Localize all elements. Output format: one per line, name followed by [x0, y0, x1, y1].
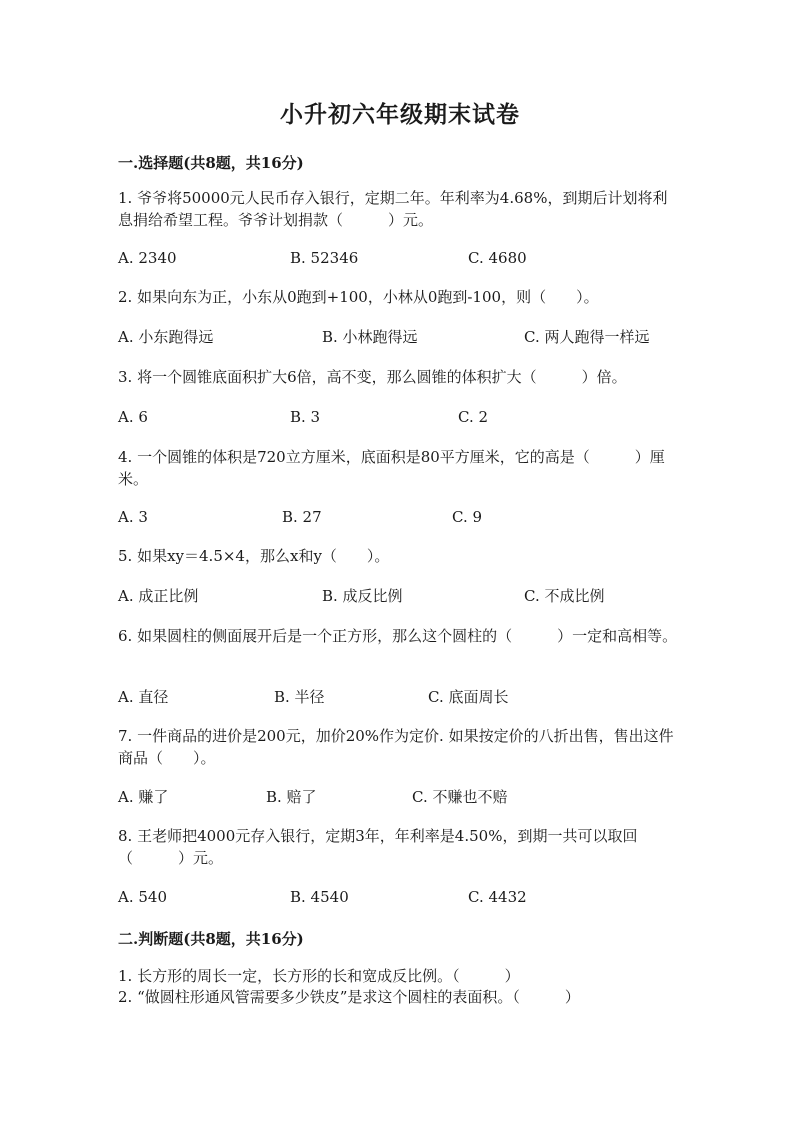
- section-heading-choice: 一.选择题(共8题，共16分): [118, 154, 304, 172]
- judge-question: 2. “做圆柱形通风管需要多少铁皮”是求这个圆柱的表面积。（ ）: [118, 988, 580, 1006]
- option-c: C. 两人跑得一样远: [524, 328, 650, 346]
- option-row: [118, 886, 678, 908]
- question-text: 7. 一件商品的进价是200元，加价20%作为定价. 如果按定价的八折出售，售出这件商品（ ）。: [118, 727, 674, 767]
- page-title: 小升初六年级期末试卷: [280, 101, 520, 128]
- judge-question: 1. 长方形的周长一定，长方形的长和宽成反比例。（ ）: [118, 967, 520, 985]
- option-a: A. 直径: [118, 688, 169, 706]
- option-row: [118, 786, 678, 808]
- option-b: B. 成反比例: [322, 587, 403, 605]
- option-a: A. 3: [118, 508, 148, 526]
- option-c: C. 底面周长: [428, 688, 509, 706]
- option-c: C. 2: [458, 408, 489, 426]
- option-a: A. 小东跑得远: [118, 328, 214, 346]
- option-c: C. 不赚也不赔: [412, 788, 508, 806]
- question-text: 3. 将一个圆锥底面积扩大6倍，高不变，那么圆锥的体积扩大（ ）倍。: [118, 368, 627, 386]
- option-a: A. 540: [118, 888, 167, 906]
- option-row: [118, 686, 678, 708]
- option-a: A. 成正比例: [118, 587, 199, 605]
- option-b: B. 小林跑得远: [322, 328, 418, 346]
- option-a: A. 6: [118, 408, 148, 426]
- option-row: [118, 585, 678, 607]
- option-c: C. 4680: [468, 249, 527, 267]
- option-c: C. 9: [452, 508, 483, 526]
- option-row: [118, 506, 678, 528]
- option-b: B. 52346: [290, 249, 359, 267]
- option-b: B. 4540: [290, 888, 349, 906]
- option-b: B. 赔了: [266, 788, 317, 806]
- option-row: [118, 326, 678, 348]
- option-c: C. 不成比例: [524, 587, 605, 605]
- question-text: 1. 爷爷将50000元人民币存入银行，定期二年。年利率为4.68%，到期后计划将利息捐给希望工程。爷爷计划捐款（ ）元。: [118, 189, 668, 229]
- option-a: A. 赚了: [118, 788, 169, 806]
- section-heading-judge: 二.判断题(共8题，共16分): [118, 930, 304, 948]
- option-row: [118, 406, 678, 428]
- option-b: B. 半径: [274, 688, 325, 706]
- question-text: 6. 如果圆柱的侧面展开后是一个正方形，那么这个圆柱的（ ）一定和高相等。: [118, 627, 678, 645]
- option-b: B. 27: [282, 508, 322, 526]
- option-a: A. 2340: [118, 249, 177, 267]
- question-text: 8. 王老师把4000元存入银行，定期3年，年利率是4.50%，到期一共可以取回（ ）元。: [118, 827, 638, 867]
- question-text: 4. 一个圆锥的体积是720立方厘米，底面积是80平方厘米，它的高是（ ）厘米。: [118, 448, 665, 488]
- question-text: 5. 如果xy＝4.5×4，那么x和y（ ）。: [118, 547, 390, 565]
- question-text: 2. 如果向东为正，小东从0跑到+100，小林从0跑到-100，则（ ）。: [118, 288, 599, 306]
- option-b: B. 3: [290, 408, 321, 426]
- option-c: C. 4432: [468, 888, 527, 906]
- option-row: [118, 247, 678, 269]
